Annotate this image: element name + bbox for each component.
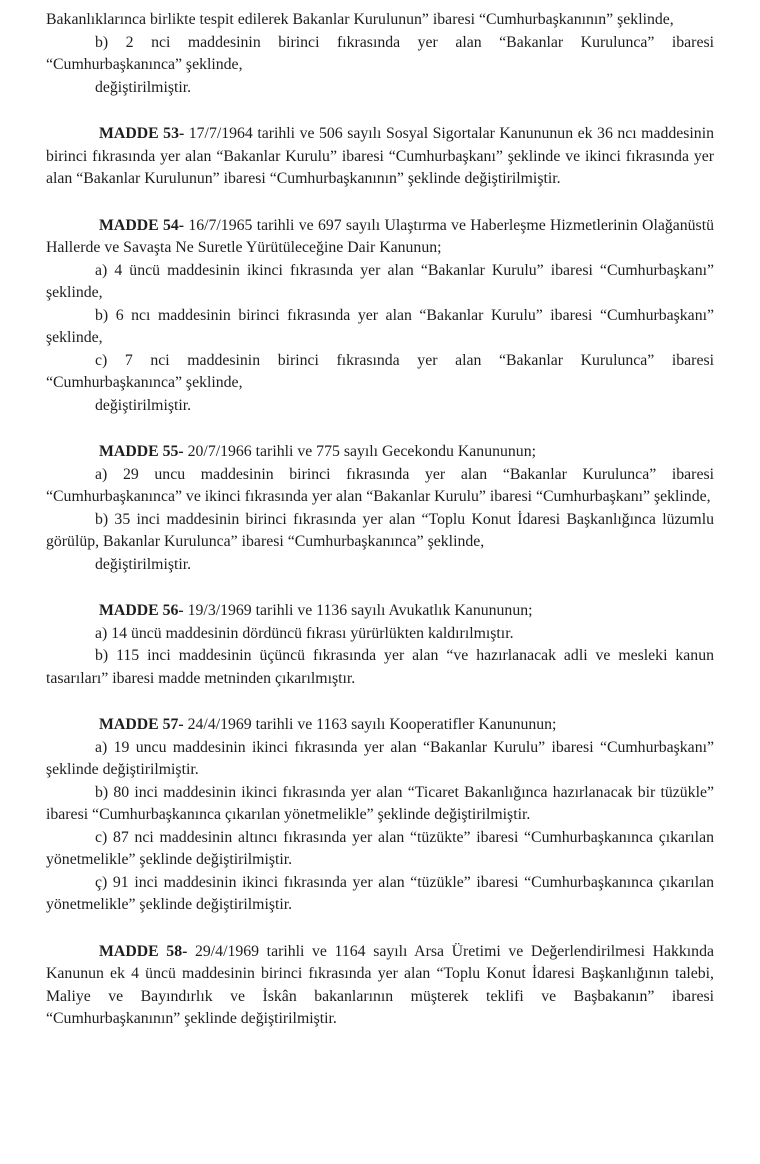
madde-53-intro: 17/7/1964 tarihli ve 506 sayılı Sosyal Sigortalar Kanununun ek 36 ncı maddesinin birinci fıkrasında yer alan “Bakanlar Kurulu” ibaresi “Cumhurbaşkanı” şeklinde ve ikinci fıkrasında yer alan “Bakanlar Kurulunun” ibaresi “Cumhurbaşkanının” şeklinde değiştirilmiştir. [46,125,714,187]
madde-57-text [46,714,714,737]
madde-57-intro: 24/4/1969 tarihli ve 1163 sayılı Kooperatifler Kanununun; [183,716,557,733]
madde-57-item-c: c) 87 nci maddesinin altıncı fıkrasında yer alan “tüzükte” ibaresi “Cumhurbaşkanınca çıkarılan yönetmelikle” şeklinde değiştirilmiştir. [46,828,714,868]
madde-56-item-a: a) 14 üncü maddesinin dördüncü fıkrası yürürlükten kaldırılmıştır. [95,624,514,642]
document-page [46,9,714,1031]
madde-58 [46,941,714,1031]
madde-54-item-b: b) 6 ncı maddesinin birinci fıkrasında yer alan “Bakanlar Kurulu” ibaresi “Cumhurbaşkanı” şeklinde, [46,306,714,346]
madde-58-text [46,941,714,1031]
madde-55-item-b: b) 35 inci maddesinin birinci fıkrasında yer alan “Toplu Konut İdaresi Başkanlığınca lüzumlu görülüp, Bakanlar Kurulunca” ibaresi “Cumhurbaşkanınca” şeklinde, [46,510,714,550]
intro-closing: değiştirilmiştir. [95,78,192,96]
madde-55-intro: 20/7/1966 tarihli ve 775 sayılı Gecekondu Kanununun; [183,443,536,460]
intro-section [46,9,714,99]
madde-53-label: MADDE 53- [99,125,185,142]
madde-54-item-a: a) 4 üncü maddesinin ikinci fıkrasında yer alan “Bakanlar Kurulu” ibaresi “Cumhurbaşkanı” şeklinde, [46,261,714,301]
madde-54-label: MADDE 54- [99,216,185,234]
madde-56-text [46,600,714,623]
madde-55-item-a: a) 29 uncu maddesinin birinci fıkrasında yer alan “Bakanlar Kurulunca” ibaresi “Cumhurbaşkanınca” ve ikinci fıkrasında yer alan “Bakanlar Kurulu” ibaresi “Cumhurbaşkanı” şeklinde, [46,465,714,505]
madde-56-label: MADDE 56- [99,602,184,619]
madde-56 [46,600,714,690]
madde-56-item-b: b) 115 inci maddesinin üçüncü fıkrasında yer alan “ve hazırlanacak adli ve mesleki kanun tasarıları” ibaresi madde metninden çıkarılmıştır. [46,647,714,687]
madde-55-label: MADDE 55- [99,443,184,460]
madde-53-text [46,123,714,191]
madde-54 [46,215,714,418]
intro-continuation: Bakanlıklarınca birlikte tespit edilerek Bakanlar Kurulunun” ibaresi “Cumhurbaşkanının” şeklinde, [46,11,674,28]
madde-56-intro: 19/3/1969 tarihli ve 1136 sayılı Avukatlık Kanununun; [183,602,533,619]
madde-57-item-cedilla: ç) 91 inci maddesinin ikinci fıkrasında yer alan “tüzükle” ibaresi “Cumhurbaşkanınca çıkarılan yönetmelikle” şeklinde değiştirilmiştir. [46,873,714,913]
madde-54-intro: 16/7/1965 tarihli ve 697 sayılı Ulaştırma ve Haberleşme Hizmetlerinin Olağanüstü Hallerde ve Savaşta Ne Suretle Yürütüleceğine Dair Kanunun; [46,216,714,256]
madde-54-item-c: c) 7 nci maddesinin birinci fıkrasında yer alan “Bakanlar Kurulunca” ibaresi “Cumhurbaşkanınca” şeklinde, [46,351,714,391]
madde-57-item-a: a) 19 uncu maddesinin ikinci fıkrasında yer alan “Bakanlar Kurulu” ibaresi “Cumhurbaşkanı” şeklinde değiştirilmiştir. [46,738,714,778]
madde-53 [46,123,714,191]
madde-55 [46,441,714,576]
madde-57 [46,714,714,917]
madde-55-text [46,441,714,464]
madde-55-closing: değiştirilmiştir. [95,555,192,573]
madde-54-text [46,215,714,260]
madde-57-label: MADDE 57- [99,716,184,733]
madde-58-intro: 29/4/1969 tarihli ve 1164 sayılı Arsa Üretimi ve Değerlendirilmesi Hakkında Kanunun ek 4 üncü maddesinin birinci fıkrasında yer alan “Toplu Konut İdaresi Başkanlığının talebi, Maliye ve Bayındırlık ve İskân bakanlarının müşterek teklifi ve Başbakanın” ibaresi “Cumhurbaşkanının” şeklinde değiştirilmiştir. [46,942,714,1027]
madde-58-label: MADDE 58- [99,942,188,960]
madde-54-closing: değiştirilmiştir. [95,396,192,414]
intro-item-b: b) 2 nci maddesinin birinci fıkrasında yer alan “Bakanlar Kurulunca” ibaresi “Cumhurbaşkanınca” şeklinde, [46,33,714,73]
madde-57-item-b: b) 80 inci maddesinin ikinci fıkrasında yer alan “Ticaret Bakanlığınca hazırlanacak bir tüzükle” ibaresi “Cumhurbaşkanınca çıkarılan yönetmelikle” şeklinde değiştirilmiştir. [46,783,714,823]
